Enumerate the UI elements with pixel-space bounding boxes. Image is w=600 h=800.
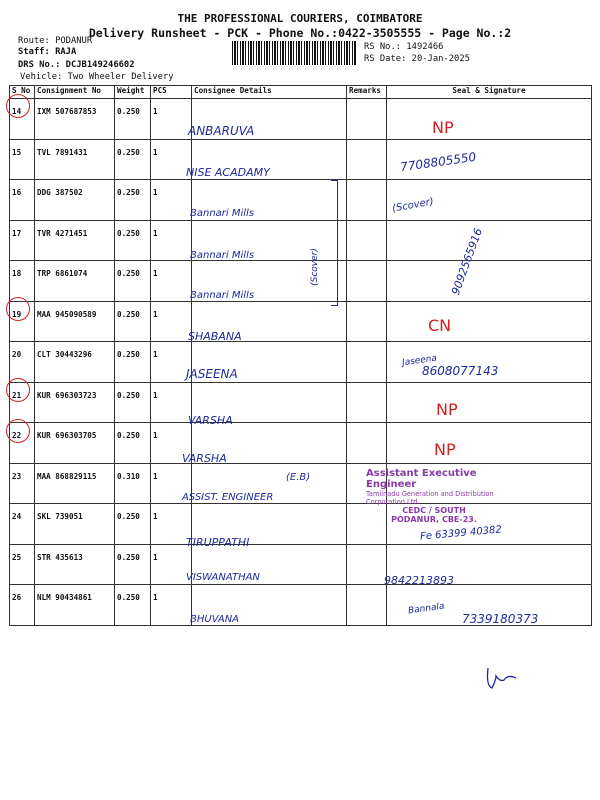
handwritten-phone: 9842213893	[384, 574, 454, 587]
runsheet-table	[9, 85, 592, 626]
row-weight: 0.250	[117, 269, 140, 278]
row-weight: 0.250	[117, 390, 140, 400]
remarks-bracket	[331, 180, 338, 306]
handwritten-consignee: BHUVANA	[190, 614, 240, 625]
route-label: Route: PODANUR	[18, 36, 93, 46]
handwritten-phone: 9092565916	[448, 226, 486, 297]
handwritten-status: NP	[434, 440, 456, 459]
row-sno: 25	[12, 552, 22, 562]
red-circle-mark	[6, 419, 30, 443]
row-sno: 17	[12, 228, 22, 238]
handwritten-status: NP	[432, 118, 454, 137]
row-weight: 0.250	[117, 512, 140, 521]
row-pcs: 1	[153, 431, 158, 440]
row-sno: 14	[12, 107, 22, 116]
row-pcs: 1	[153, 269, 158, 278]
row-pcs: 1	[153, 188, 158, 197]
handwritten-status: NP	[436, 400, 458, 419]
red-circle-mark	[6, 297, 30, 321]
row-weight: 0.250	[117, 350, 140, 359]
handwritten-signature: Fe 63399 40382	[419, 524, 503, 543]
handwritten-phone: 7339180373	[462, 612, 539, 626]
table-row	[10, 342, 592, 383]
table-row	[10, 180, 592, 221]
table-header-row	[10, 86, 592, 99]
red-circle-mark	[6, 378, 30, 402]
handwritten-consignee: Bannari Mills	[190, 290, 255, 301]
table-row	[10, 504, 592, 545]
table-row	[10, 423, 592, 464]
row-consignment: SKL 739051	[37, 512, 83, 521]
row-pcs: 1	[153, 228, 158, 238]
handwritten-status: CN	[428, 316, 452, 335]
row-consignment: CLT 30443296	[37, 350, 92, 359]
handwritten-consignee: Bannari Mills	[190, 208, 255, 219]
company-title: THE PROFESSIONAL COURIERS, COIMBATORE	[177, 12, 423, 25]
row-consignment: MAA 945090589	[37, 309, 97, 319]
handwritten-signature: Jaseena	[401, 353, 438, 369]
row-consignment: MAA 868829115	[37, 471, 97, 481]
row-sno: 22	[12, 431, 22, 440]
row-sno: 21	[12, 390, 22, 400]
row-sno: 19	[12, 309, 22, 319]
col-header-consignment: Consignment No	[35, 86, 115, 99]
red-circle-mark	[6, 94, 30, 118]
row-weight: 0.250	[117, 107, 140, 116]
handwritten-consignee: NISE ACADAMY	[186, 166, 270, 179]
row-pcs: 1	[153, 309, 158, 319]
table-row	[10, 99, 592, 140]
rs-number: RS No.: 1492466	[364, 42, 444, 52]
row-weight: 0.250	[117, 431, 140, 440]
bottom-signature-scribble	[482, 660, 522, 696]
table-row	[10, 382, 592, 423]
handwritten-consignee: ANBARUVA	[188, 124, 255, 138]
row-pcs: 1	[153, 552, 158, 562]
rs-date: RS Date: 20-Jan-2025	[364, 54, 470, 64]
row-weight: 0.250	[117, 593, 140, 602]
col-header-seal: Seal & Signature	[387, 86, 592, 99]
col-header-weight: Weight	[115, 86, 151, 99]
drs-label: DRS No.: DCJB149246602	[18, 60, 135, 70]
row-weight: 0.250	[117, 552, 140, 562]
handwritten-consignee: JASEENA	[186, 367, 238, 381]
col-header-remarks: Remarks	[347, 86, 387, 99]
row-pcs: 1	[153, 107, 158, 116]
row-weight: 0.250	[117, 147, 140, 157]
handwritten-consignee: ASSIST. ENGINEER	[182, 492, 274, 503]
table-row	[10, 301, 592, 342]
row-consignment: IXM 507687853	[37, 107, 97, 116]
handwritten-note: (E.B)	[286, 472, 311, 483]
handwritten-consignee: VARSHA	[188, 414, 233, 427]
row-sno: 15	[12, 147, 22, 157]
row-pcs: 1	[153, 512, 158, 521]
stamp-division: CEDC / SOUTH	[402, 506, 466, 515]
handwritten-signature: (Scover)	[391, 196, 435, 215]
row-sno: 20	[12, 350, 22, 359]
row-consignment: TRP 6861074	[37, 269, 88, 278]
stamp-title: Assistant Executive Engineer	[366, 468, 477, 490]
table-row	[10, 139, 592, 180]
row-sno: 18	[12, 269, 22, 278]
staff-label: Staff: RAJA	[18, 47, 77, 57]
handwritten-consignee: SHABANA	[188, 330, 242, 343]
handwritten-consignee: TIRUPPATHI	[186, 536, 250, 549]
row-consignment: NLM 90434861	[37, 593, 92, 602]
table-row	[10, 544, 592, 585]
row-consignment: KUR 696303723	[37, 390, 97, 400]
row-consignment: TVR 4271451	[37, 228, 88, 238]
row-weight: 0.250	[117, 188, 140, 197]
row-sno: 26	[12, 593, 22, 602]
table-row	[10, 463, 592, 504]
stamp-location: PODANUR, CBE-23.	[391, 515, 477, 524]
handwritten-consignee: Bannari Mills	[190, 250, 255, 261]
official-stamp	[366, 468, 502, 524]
row-sno: 23	[12, 471, 22, 481]
vehicle-label: Vehicle: Two Wheeler Delivery	[20, 72, 174, 82]
handwritten-remark: (Scover)	[309, 248, 320, 286]
row-pcs: 1	[153, 350, 158, 359]
runsheet-subtitle: Delivery Runsheet - PCK - Phone No.:0422-3505555 - Page No.:2	[88, 26, 512, 40]
col-header-pcs: PCS	[151, 86, 192, 99]
row-consignment: DDG 387502	[37, 188, 83, 197]
row-weight: 0.250	[117, 309, 140, 319]
handwritten-phone: 7708805550	[399, 149, 477, 175]
row-sno: 16	[12, 188, 22, 197]
row-pcs: 1	[153, 147, 158, 157]
row-pcs: 1	[153, 593, 158, 602]
row-pcs: 1	[153, 471, 158, 481]
row-weight: 0.250	[117, 228, 140, 238]
row-pcs: 1	[153, 390, 158, 400]
col-header-sno: S No	[10, 86, 35, 99]
row-consignment: STR 435613	[37, 552, 83, 562]
row-consignment: KUR 696303705	[37, 431, 97, 440]
col-header-consignee: Consignee Details	[192, 86, 347, 99]
handwritten-consignee: VISWANATHAN	[186, 572, 260, 583]
handwritten-phone: 8608077143	[422, 364, 499, 378]
table-row	[10, 261, 592, 302]
handwritten-signature: Bannala	[407, 601, 446, 617]
stamp-organisation: Tamilnadu Generation and Distribution Corporation Ltd.	[366, 490, 494, 506]
row-sno: 24	[12, 512, 22, 521]
table-row	[10, 220, 592, 261]
barcode	[232, 41, 356, 65]
row-consignment: TVL 7891431	[37, 147, 88, 157]
handwritten-consignee: VARSHA	[182, 452, 227, 465]
row-weight: 0.310	[117, 471, 140, 481]
